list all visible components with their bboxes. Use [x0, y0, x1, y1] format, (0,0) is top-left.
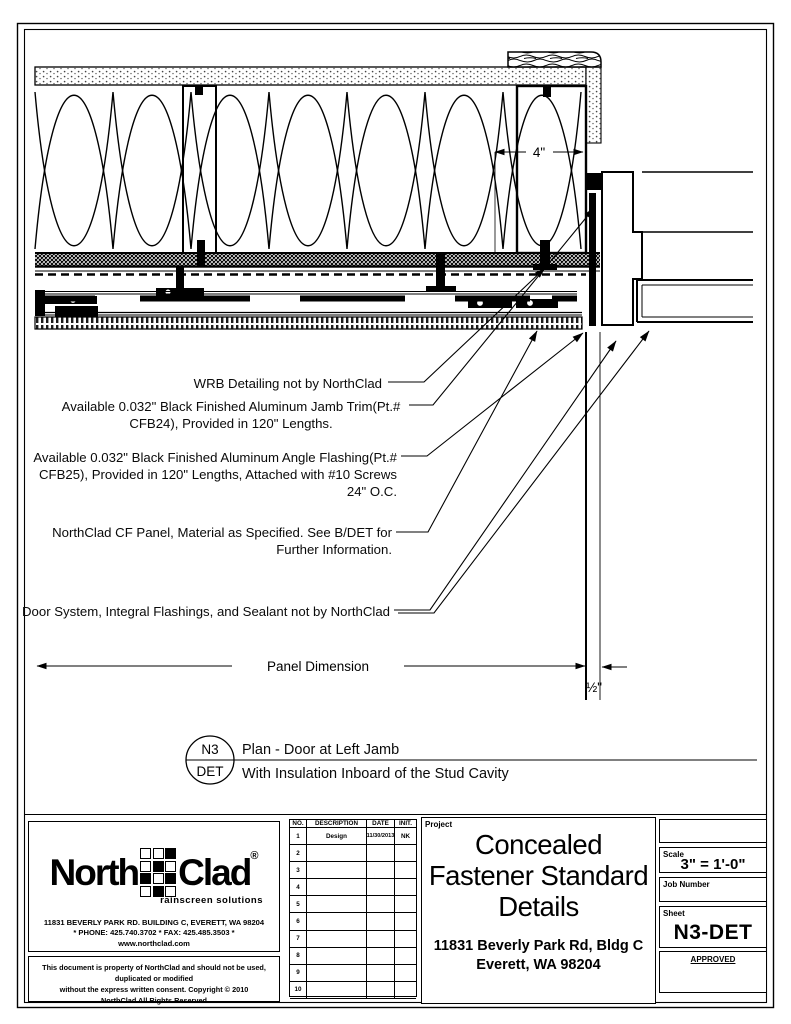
approved-box — [659, 951, 767, 993]
project-box — [421, 817, 656, 1004]
company-address: 11831 BEVERLY PARK RD. BUILDING C, EVERETT, WA 98204 * PHONE: 425.740.3702 * FAX: 425.485.3503 * www.northclad.com — [43, 917, 265, 948]
approved-label: APPROVED — [690, 955, 736, 964]
revision-row: 6 — [290, 913, 416, 930]
revision-row: 3 — [290, 862, 416, 879]
revision-row: 8 — [290, 948, 416, 965]
dim-half-inch-label: ½" — [585, 680, 603, 695]
callout-title: Plan - Door at Left Jamb — [242, 742, 400, 758]
callout-number: N3 — [201, 742, 219, 757]
jamb-trim — [586, 173, 601, 326]
wall-studs — [183, 86, 586, 253]
scale-value: 3" = 1'-0" — [680, 856, 746, 873]
project-label: Project — [425, 820, 453, 829]
logo-tagline: rainscreen solutions — [160, 894, 263, 906]
note-wrb: WRB Detailing not by NorthClad — [193, 376, 382, 391]
revision-table — [289, 819, 417, 997]
job-number-label: Job Number — [663, 880, 710, 889]
dim-stud-cavity-label: 4" — [532, 145, 546, 160]
door-frame — [602, 172, 753, 325]
revision-row: 10 — [290, 982, 416, 999]
revision-row: 1 Design 11/30/2013 NK — [290, 828, 416, 845]
revision-row: 2 — [290, 845, 416, 862]
revision-row: 9 — [290, 965, 416, 982]
scale-label: Scale — [663, 850, 684, 859]
logo-box — [28, 821, 280, 952]
insulation-batts — [35, 92, 581, 249]
registered-mark: ® — [250, 850, 259, 862]
note-angle-flashing: Available 0.032" Black Finished Aluminum Angle Flashing(Pt.# CFB25), Provided in 120" Lengths, Attached with #10 Screws 24" O.C. — [33, 450, 397, 499]
note-jamb-trim: Available 0.032" Black Finished Aluminum Jamb Trim(Pt.# CFB24), Provided in 120" Lengths. — [61, 399, 401, 431]
northclad-logo — [29, 848, 279, 897]
wood-blocking — [508, 52, 601, 67]
callout-subtitle: With Insulation Inboard of the Stud Cavity — [242, 766, 509, 782]
callout-sheet: DET — [196, 764, 224, 779]
info-blank-box — [659, 819, 767, 843]
revision-row: 5 — [290, 896, 416, 913]
revision-row: 4 — [290, 879, 416, 896]
copyright-box — [28, 956, 280, 1005]
logo-checker-icon — [140, 848, 176, 897]
job-number-box — [659, 877, 767, 902]
revision-table-header: NO. DESCRIPTION DATE INIT. — [290, 820, 416, 828]
logo-word-clad: Clad — [178, 851, 251, 893]
project-title: Concealed Fastener Standard Details — [428, 829, 649, 922]
sheet-number: N3-DET — [673, 921, 753, 944]
sheet-box — [659, 906, 767, 948]
sheet-label: Sheet — [663, 909, 685, 918]
copyright-text: This document is property of NorthClad and should not be used, duplicated or modified without the express written consent. Copyright © 2010 NorthClad All Rights Reserved — [42, 963, 266, 1005]
note-door-system: Door System, Integral Flashings, and Sealant not by NorthClad — [22, 604, 390, 619]
revision-table-rows — [290, 828, 416, 999]
logo-word-north: North — [49, 851, 139, 893]
dim-panel-label: Panel Dimension — [266, 659, 370, 674]
project-address: 11831 Beverly Park Rd, Bldg C Everett, WA 98204 — [433, 938, 644, 973]
note-cf-panel: NorthClad CF Panel, Material as Specified. See B/DET for Further Information. — [52, 525, 392, 557]
revision-row: 7 — [290, 931, 416, 948]
wrb-band — [35, 252, 600, 275]
scale-box — [659, 847, 767, 873]
